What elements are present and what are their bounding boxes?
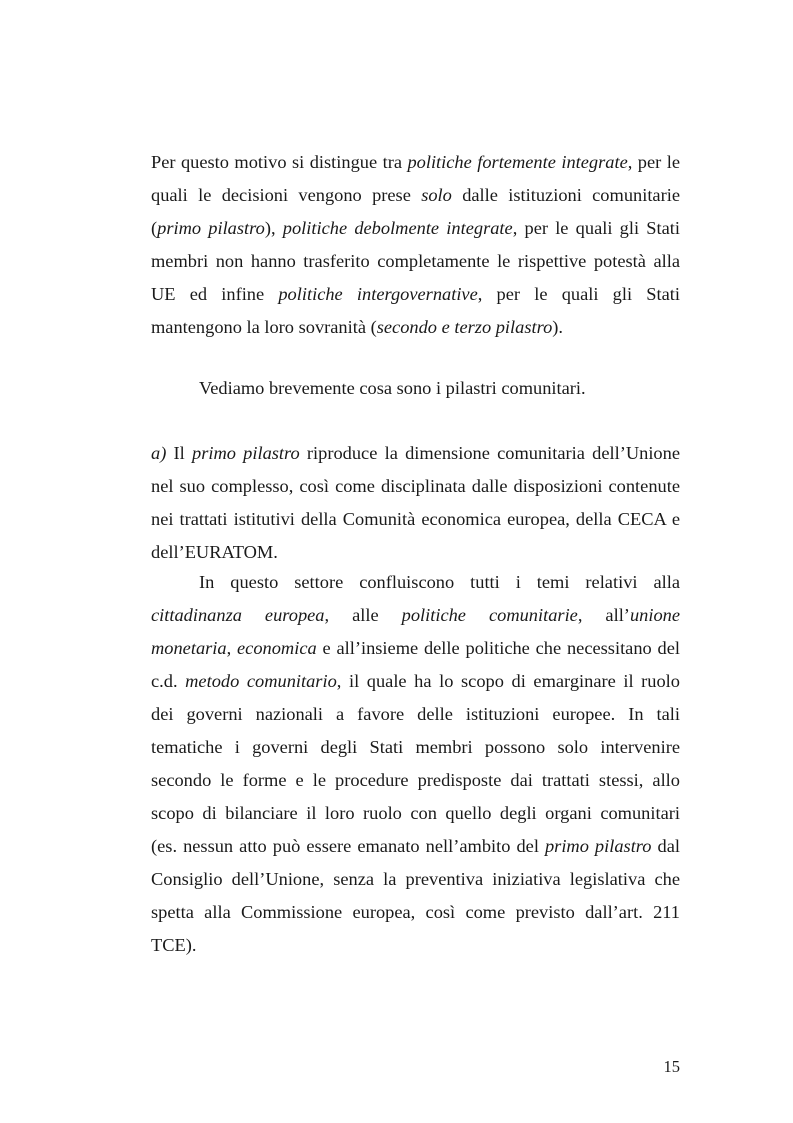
paragraph-1-line: quali le decisioni vengono prese solo dalle istituzioni comunitarie [151, 185, 680, 205]
italic-term: primo pilastro [157, 218, 265, 238]
italic-term: metodo comunitario [185, 671, 337, 691]
paragraph-1-line: Per questo motivo si distingue tra politiche fortemente integrate, per le [151, 152, 680, 172]
italic-term: politiche comunitarie [401, 605, 578, 625]
paragraph-2-line: Vediamo brevemente cosa sono i pilastri comunitari. [199, 378, 586, 398]
italic-term: primo pilastro [544, 836, 652, 856]
italic-term: secondo e terzo pilastro [376, 317, 553, 337]
paragraph-4-line: spetta alla Commissione europea, così come previsto dall’art. 211 [151, 902, 680, 922]
italic-term: politiche fortemente integrate [407, 152, 628, 172]
italic-term: politiche intergovernative [278, 284, 478, 304]
italic-term: politiche debolmente integrate [282, 218, 513, 238]
paragraph-1-line: UE ed infine politiche intergovernative, per le quali gli Stati [151, 284, 680, 304]
paragraph-4-line: cittadinanza europea, alle politiche comunitarie, all’unione [151, 605, 680, 625]
italic-term: cittadinanza europea [151, 605, 325, 625]
paragraph-1-line: (primo pilastro), politiche debolmente integrate, per le quali gli Stati [151, 218, 680, 238]
paragraph-4-line: monetaria, economica e all’insieme delle politiche che necessitano del [151, 638, 680, 658]
italic-term: economica [237, 638, 317, 658]
paragraph-4-line: (es. nessun atto può essere emanato nell’ambito del primo pilastro dal [151, 836, 680, 856]
paragraph-4-line: dei governi nazionali a favore delle istituzioni europee. In tali [151, 704, 680, 724]
paragraph-1-line: mantengono la loro sovranità (secondo e terzo pilastro). [151, 317, 564, 337]
paragraph-3-line: a) Il primo pilastro riproduce la dimensione comunitaria dell’Unione [151, 443, 680, 463]
paragraph-4-line: Consiglio dell’Unione, senza la preventiva iniziativa legislativa che [151, 869, 680, 889]
italic-term: solo [421, 185, 452, 205]
paragraph-3-line: nei trattati istitutivi della Comunità economica europea, della CECA e [151, 509, 680, 529]
paragraph-1-line: membri non hanno trasferito completamente le rispettive potestà alla [151, 251, 680, 271]
italic-term: unione [629, 605, 680, 625]
paragraph-4-line: secondo le forme e le procedure predisposte dai trattati stessi, allo [151, 770, 680, 790]
page-number: 15 [663, 1057, 680, 1076]
paragraph-4-line: scopo di bilanciare il loro ruolo con quello degli organi comunitari [151, 803, 680, 823]
paragraph-3-line: dell’EURATOM. [151, 542, 278, 562]
paragraph-3-line: nel suo complesso, così come disciplinata dalle disposizioni contenute [151, 476, 680, 496]
paragraph-4-line: tematiche i governi degli Stati membri possono solo intervenire [151, 737, 680, 757]
paragraph-4-line: TCE). [151, 935, 197, 955]
paragraph-4-line: In questo settore confluiscono tutti i temi relativi alla [199, 572, 680, 592]
paragraph-4-line: c.d. metodo comunitario, il quale ha lo scopo di emarginare il ruolo [151, 671, 680, 691]
italic-term: monetaria [151, 638, 227, 658]
list-marker: a) [151, 443, 167, 463]
italic-term: primo pilastro [192, 443, 300, 463]
